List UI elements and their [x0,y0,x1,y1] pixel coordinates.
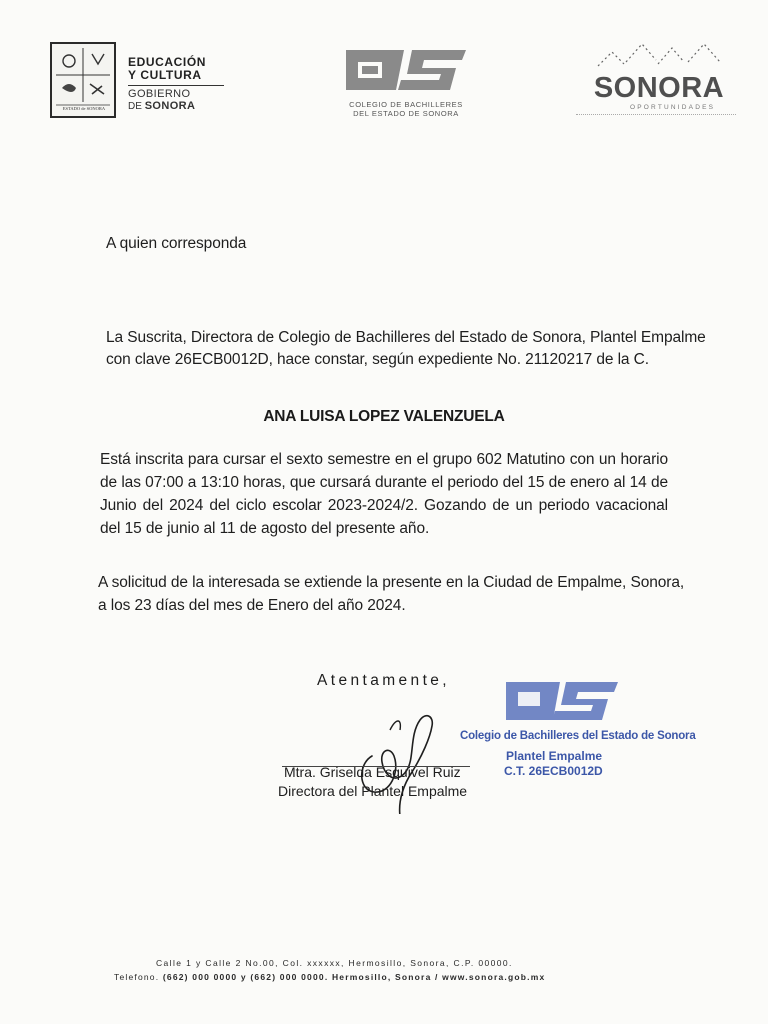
intro-paragraph [106,327,706,371]
enrollment-paragraph: Está inscrita para cursar el sexto semestre en el grupo 602 Matutino con un horario de las 07:00 a 13:10 horas, que cursará durante el periodo del 15 de enero al 14 de Junio del 2024 del ciclo escolar 2023-2024/2. Gozando de un periodo vacacional del 15 de junio al 11 de agosto del presente año. [100,451,668,537]
stamp-code: C.T. 26ECB0012D [504,764,603,778]
cobach-emblem-icon [342,44,470,96]
footer-contact [114,972,545,982]
ministry-line-2: Y CULTURA [128,68,202,82]
sonora-wordmark: SONORA [593,72,725,104]
footer-address: Calle 1 y Calle 2 No.00, Col. xxxxxx, Hermosillo, Sonora, C.P. 00000. [156,958,513,968]
cobach-caption-line-2: DEL ESTADO DE SONORA [353,109,459,118]
sonora-mountains-icon [592,40,732,70]
education-ministry-wordmark [128,56,238,113]
education-ministry-logo [50,42,230,120]
closing-paragraph [98,571,685,617]
stamp-campus: Plantel Empalme [506,749,603,763]
footer-phone-details: (662) 000 0000 y (662) 000 0000. Hermosillo, Sonora / www.sonora.gob.mx [162,972,546,982]
seal-caption: ESTADO de SONORA [62,106,106,111]
ministry-divider [128,85,224,86]
intro-line-2: con clave 26ECB0012D, hace constar, según expediente No. 21120217 de la C. [106,351,649,368]
cobach-caption-line-1: COLEGIO DE BACHILLERES [349,100,463,109]
ministry-line-4 [128,100,238,113]
official-stamp [460,676,696,786]
closing-line-1: A solicitud de la interesada se extiende la presente en la Ciudad de Empalme, Sonora, [98,574,685,591]
state-seal-icon [50,42,116,118]
footer-phone-label: Telefono. [114,972,160,982]
sonora-dotted-rule [576,114,736,115]
student-name: ANA LUISA LOPEZ VALENZUELA [263,408,505,425]
signer-name: Mtra. Griselda Esquivel Ruiz [284,764,461,780]
stamp-emblem-icon [504,676,624,726]
ministry-line-1: EDUCACIÓN [128,55,207,69]
sonora-subtitle: OPORTUNIDADES [630,104,716,111]
sonora-logo [576,40,740,120]
cobach-logo [336,44,476,120]
ministry-line-4-prefix: DE [128,101,142,112]
stamp-institution: Colegio de Bachilleres del Estado de Sonora [460,730,696,742]
intro-line-1: La Suscrita, Directora de Colegio de Bachilleres del Estado de Sonora, Plantel Empalme [106,329,706,346]
closing-line-2: a los 23 días del mes de Enero del año 2024. [98,597,406,614]
salutation: Atentamente, [317,672,450,689]
greeting: A quien corresponda [106,235,247,252]
signer-title: Directora del Plantel Empalme [278,783,468,799]
ministry-line-4-main: SONORA [144,100,196,112]
cobach-caption [336,100,476,118]
ministry-line-3: GOBIERNO [128,88,191,100]
